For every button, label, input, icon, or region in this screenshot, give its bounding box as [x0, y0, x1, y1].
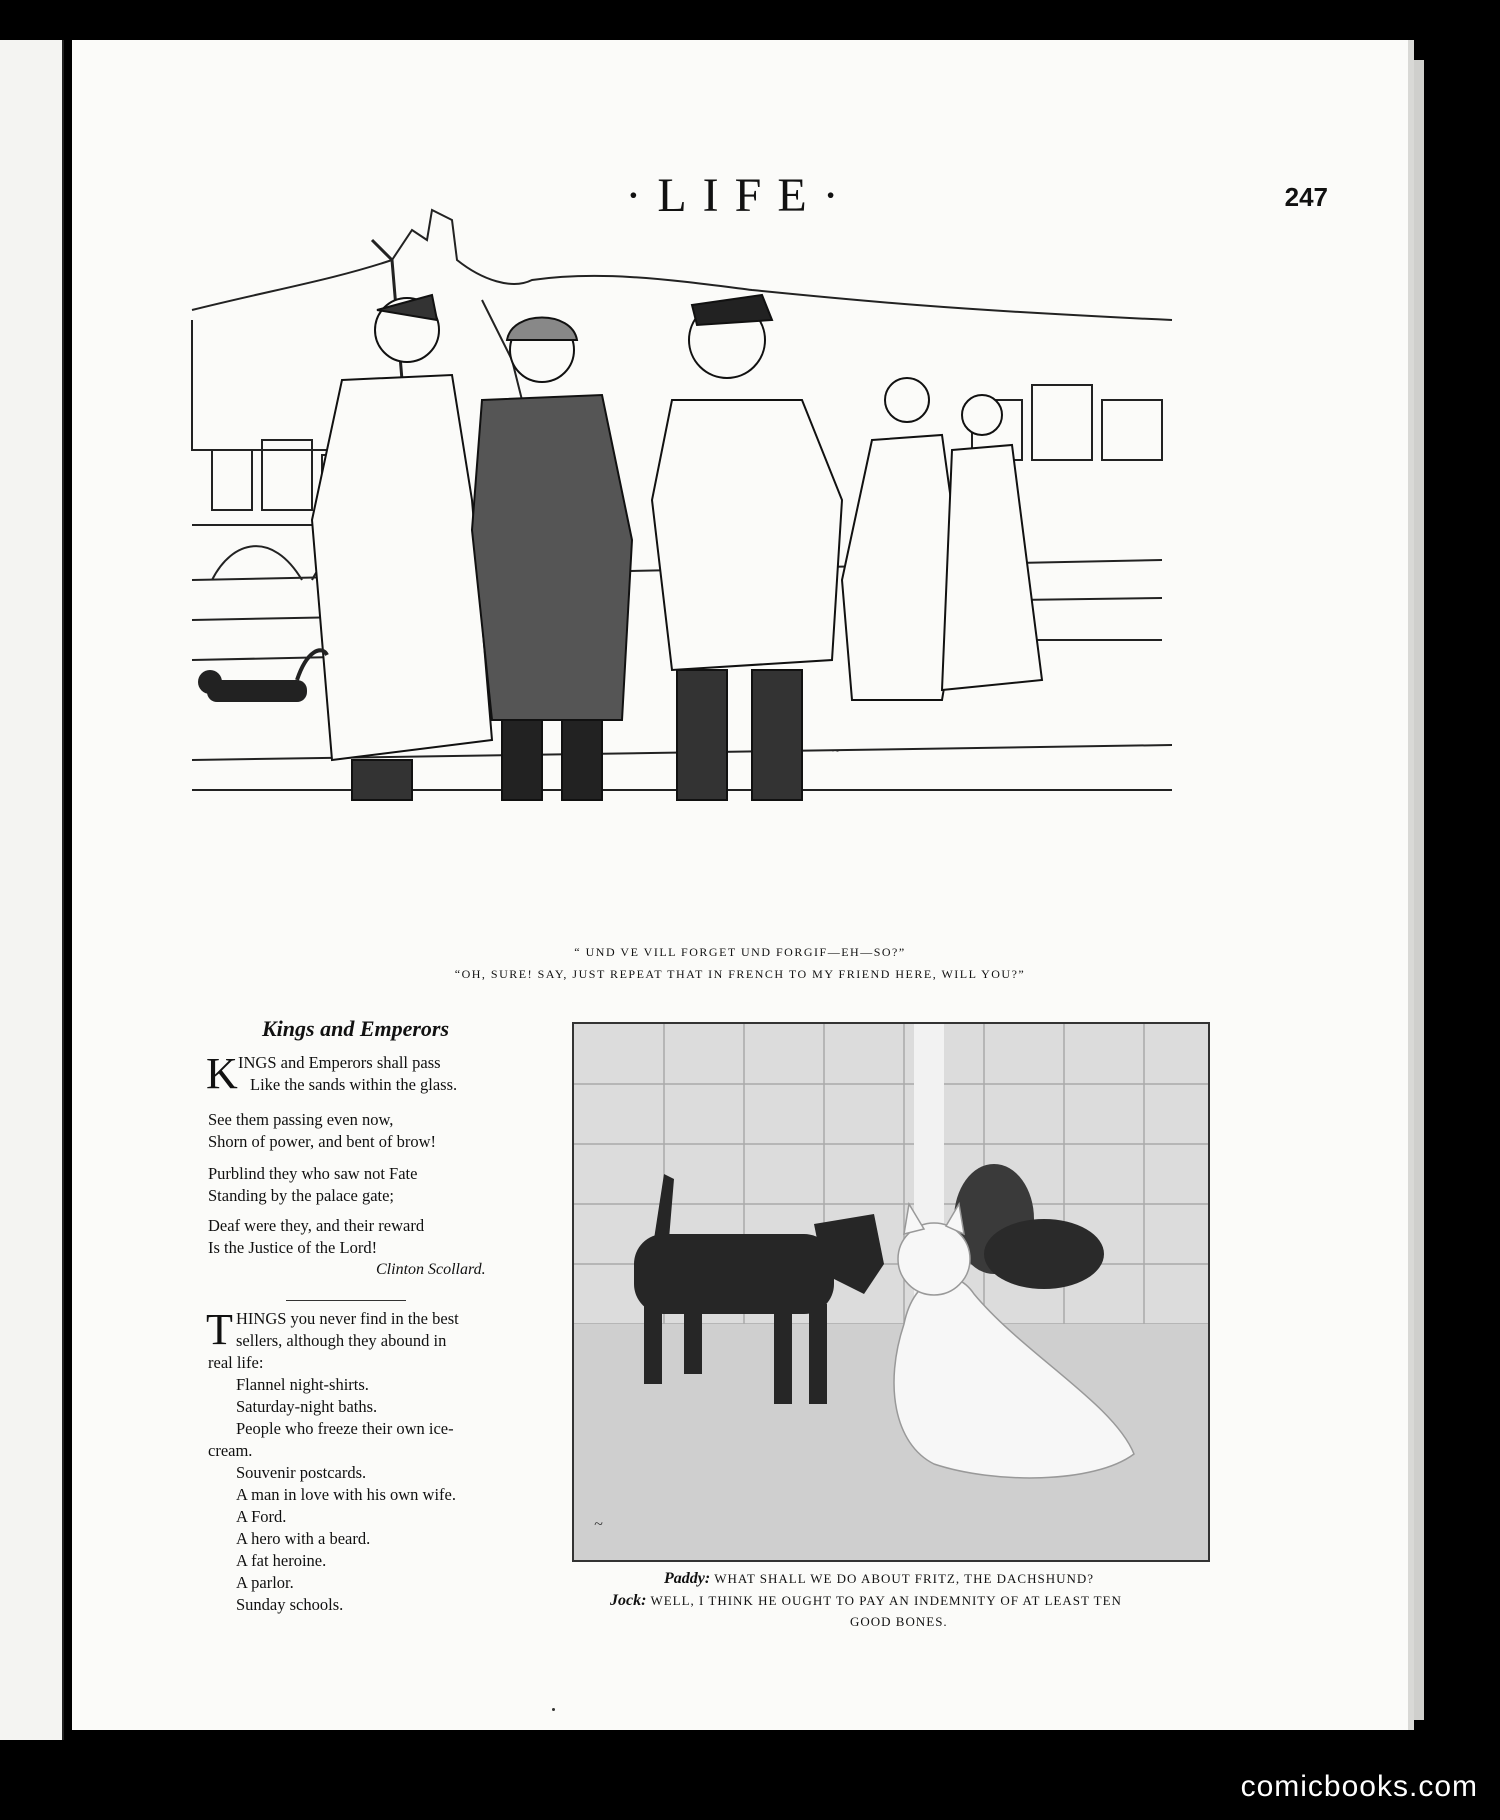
poem-line: sellers, although they abound in [236, 1331, 447, 1350]
svg-text:~: ~ [594, 1516, 603, 1533]
cartoon-caption-line-2: “OH, SURE! SAY, JUST REPEAT THAT IN FRENCH TO MY FRIEND HERE, WILL YOU?” [454, 967, 1026, 981]
dog-caption-line-3: GOOD BONES. [850, 1614, 948, 1629]
poem-attribution: Clinton Scollard. [376, 1261, 486, 1278]
watermark: comicbooks.com [1240, 1770, 1478, 1803]
caption-text: WELL, I THINK HE OUGHT TO PAY AN INDEMNITY OF AT LEAST TEN [650, 1593, 1122, 1608]
masthead-text: LIFE [657, 169, 823, 222]
poem1-dropcap: K [206, 1049, 238, 1098]
poem-line: Saturday-night baths. [236, 1397, 378, 1416]
poem-line: A fat heroine. [236, 1551, 327, 1570]
poem-line: A hero with a beard. [236, 1529, 371, 1548]
poem-line: Purblind they who saw not Fate [208, 1164, 418, 1183]
dog-caption-line-2 [610, 1592, 1122, 1610]
poem-line: Sunday schools. [236, 1595, 344, 1614]
poem-line: A parlor. [236, 1573, 294, 1592]
cartoon-caption-line-1: “ UND VE VILL FORGET UND FORGIF—EH—SO?” [574, 945, 906, 959]
page-number: 247 [1284, 182, 1328, 212]
poem2-list [208, 1352, 456, 1616]
left-page-edge [0, 40, 64, 1740]
poem-line: INGS and Emperors shall pass [238, 1053, 441, 1072]
poem-line: Standing by the palace gate; [208, 1186, 395, 1205]
caption-speaker: Jock: [610, 1592, 647, 1609]
poem-line: HINGS you never find in the best [236, 1309, 459, 1328]
caption-text: WHAT SHALL WE DO ABOUT FRITZ, THE DACHSHUND? [714, 1571, 1095, 1586]
poem2-intro [236, 1308, 459, 1352]
poem1-stanza-3 [208, 1163, 417, 1207]
poem-line: cream. [208, 1441, 253, 1460]
poem-line: Flannel night-shirts. [236, 1375, 369, 1394]
poem-line: Deaf were they, and their reward [208, 1216, 425, 1235]
dogs-illustration [572, 1022, 1210, 1562]
poem-line: Is the Justice of the Lord! [208, 1238, 378, 1257]
poem-line: real life: [208, 1353, 264, 1372]
poem-line: Shorn of power, and bent of brow! [208, 1132, 436, 1151]
poem-line: A Ford. [236, 1507, 287, 1526]
svg-text:~: ~ [832, 744, 840, 759]
poem1-stanza-4 [208, 1215, 424, 1259]
poem-line: People who freeze their own ice- [236, 1419, 454, 1438]
page-edge [1414, 60, 1424, 1720]
poem-title: Kings and Emperors [262, 1016, 450, 1041]
poem2-dropcap: T [206, 1305, 233, 1354]
poem1-stanza-1 [238, 1052, 457, 1096]
poem-line: See them passing even now, [208, 1110, 394, 1129]
poem-line: Souvenir postcards. [236, 1463, 367, 1482]
poem-line: Like the sands within the glass. [250, 1075, 458, 1094]
page-speck [552, 1708, 555, 1711]
divider [286, 1300, 406, 1301]
caption-speaker: Paddy: [664, 1570, 711, 1587]
dog-caption-line-1 [664, 1570, 1094, 1588]
masthead-title: ·LIFE· [625, 169, 855, 222]
cartoon-illustration [152, 200, 1192, 936]
poem1-stanza-2 [208, 1109, 436, 1153]
poem-line: A man in love with his own wife. [236, 1485, 456, 1504]
